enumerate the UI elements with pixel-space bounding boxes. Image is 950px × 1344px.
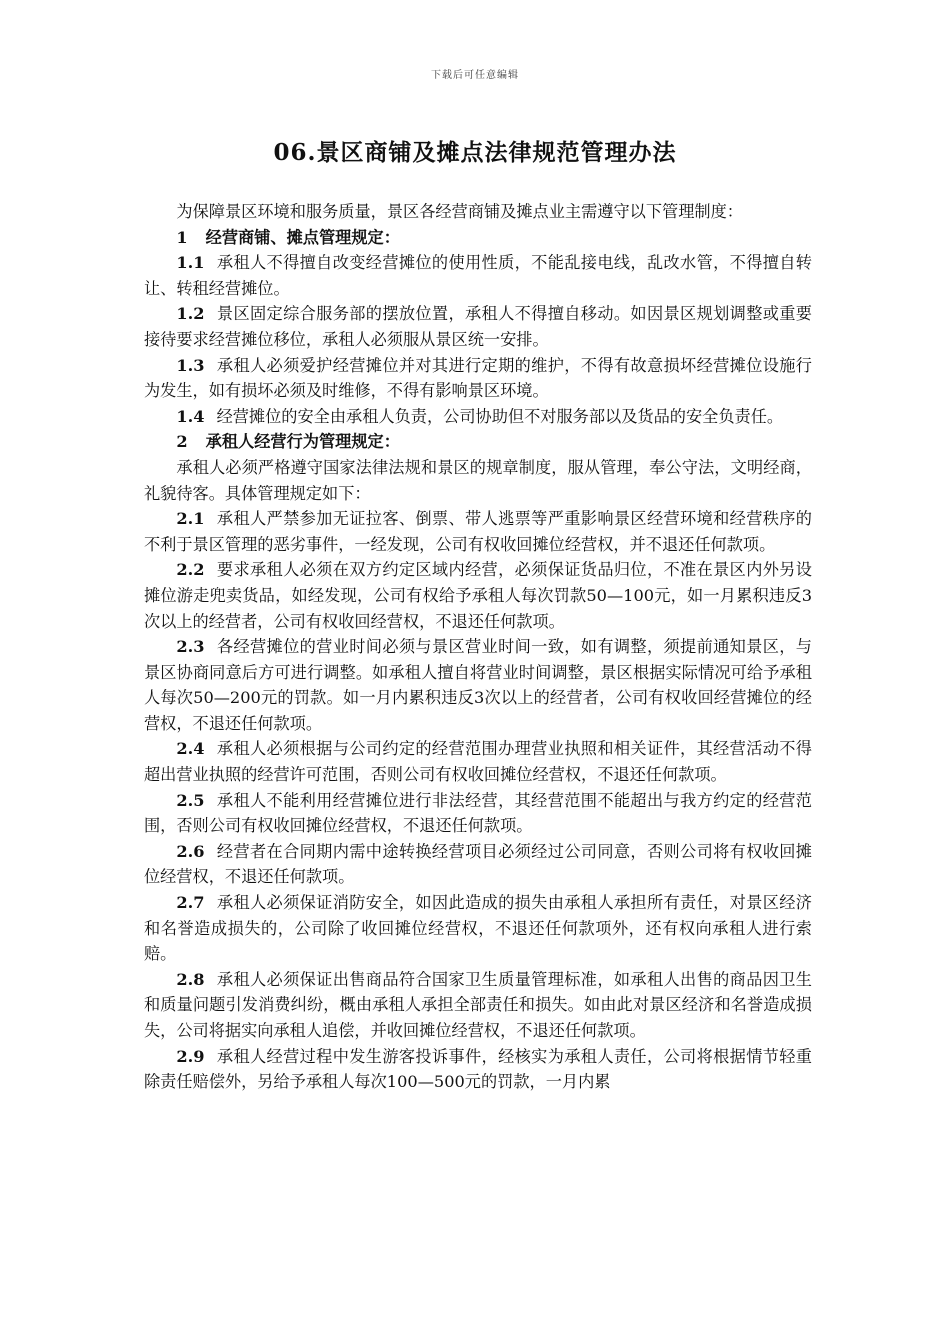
clause-number: 1.2 — [176, 304, 205, 324]
section-number: 1 — [176, 227, 188, 247]
clause-text: 各经营摊位的营业时间必须与景区营业时间一致，如有调整，须提前通知景区，与景区协商同意后方可进行调整。如承租人擅自将营业时间调整，景区根据实际情况可给予承租人每次50—200元的罚款。如一月内累积违反3次以上的经营者，公司有权收回经营摊位的经营权，不退还任何款项。 — [144, 637, 812, 733]
clause-number: 2.6 — [176, 841, 205, 861]
clause-2-3 — [144, 634, 812, 736]
clause-2-1 — [144, 506, 812, 557]
clause-text: 承租人不得擅自改变经营摊位的使用性质，不能乱接电线，乱改水管，不得擅自转让、转租经营摊位。 — [144, 253, 812, 298]
header-note: 下载后可任意编辑 — [431, 70, 519, 81]
clause-number: 2.8 — [176, 969, 205, 989]
section-heading-1 — [144, 225, 812, 251]
document-title: 06.景区商铺及摊点法律规范管理办法 — [273, 139, 677, 166]
clause-1-3 — [144, 353, 812, 404]
clause-text: 承租人必须保证出售商品符合国家卫生质量管理标准，如承租人出售的商品因卫生和质量问题引发消费纠纷，概由承租人承担全部责任和损失。如由此对景区经济和名誉造成损失，公司将据实向承租人追偿，并收回摊位经营权，不退还任何款项。 — [144, 969, 812, 1040]
clause-text: 要求承租人必须在双方约定区域内经营，必须保证货品归位，不准在景区内外另设摊位游走兜卖货品，如经发现，公司有权给予承租人每次罚款50—100元，如一月累积违反3次以上的经营者，公司有权收回经营权，不退还任何款项。 — [144, 560, 812, 631]
clause-text: 承租人不能利用经营摊位进行非法经营，其经营范围不能超出与我方约定的经营范围，否则公司有权收回摊位经营权，不退还任何款项。 — [144, 790, 812, 836]
clause-2-5 — [144, 788, 812, 839]
clause-number: 1.1 — [176, 253, 205, 273]
section-heading-2 — [144, 429, 812, 455]
clause-2-4 — [144, 736, 812, 787]
clause-1-2 — [144, 301, 812, 352]
clause-number: 2.9 — [176, 1046, 205, 1066]
clause-2-9 — [144, 1044, 812, 1095]
clause-text: 承租人必须爱护经营摊位并对其进行定期的维护，不得有故意损坏经营摊位设施行为发生，如有损坏必须及时维修，不得有影响景区环境。 — [144, 355, 812, 401]
clause-number: 2.1 — [176, 509, 205, 529]
clause-number: 2.7 — [176, 893, 205, 913]
section-heading-text: 经营商铺、摊点管理规定： — [205, 227, 400, 247]
clause-number: 2.4 — [176, 739, 205, 759]
clause-2-2 — [144, 557, 812, 634]
clause-number: 2.2 — [176, 560, 205, 580]
clause-2-7 — [144, 890, 812, 967]
clause-text: 承租人必须根据与公司约定的经营范围办理营业执照和相关证件，其经营活动不得超出营业执照的经营许可范围，否则公司有权收回摊位经营权，不退还任何款项。 — [144, 739, 812, 785]
clause-2-6 — [144, 839, 812, 890]
document-body — [144, 199, 812, 1095]
clause-number: 2.3 — [176, 637, 205, 657]
section-number: 2 — [176, 432, 188, 452]
clause-text: 承租人必须保证消防安全，如因此造成的损失由承租人承担所有责任，对景区经济和名誉造成损失的，公司除了收回摊位经营权，不退还任何款项外，还有权向承租人进行索赔。 — [144, 893, 812, 964]
clause-text: 承租人经营过程中发生游客投诉事件，经核实为承租人责任，公司将根据情节轻重除责任赔偿外，另给予承租人每次100—500元的罚款，一月内累 — [144, 1046, 812, 1092]
clause-number: 1.4 — [176, 406, 205, 426]
clause-1-1 — [144, 250, 812, 301]
section-heading-text: 承租人经营行为管理规定： — [205, 432, 400, 452]
intro-paragraph: 为保障景区环境和服务质量，景区各经营商铺及摊点业主需遵守以下管理制度： — [176, 202, 743, 221]
clause-number: 2.5 — [176, 790, 205, 810]
clause-text: 景区固定综合服务部的摆放位置，承租人不得擅自移动。如因景区规划调整或重要接待要求经营摊位移位，承租人必须服从景区统一安排。 — [144, 304, 812, 349]
clause-1-4 — [144, 404, 812, 430]
section-2-intro: 承租人必须严格遵守国家法律法规和景区的规章制度，服从管理，奉公守法，文明经商，礼貌待客。具体管理规定如下： — [144, 457, 812, 503]
clause-2-8 — [144, 967, 812, 1044]
clause-number: 1.3 — [176, 355, 205, 375]
clause-text: 经营摊位的安全由承租人负责，公司协助但不对服务部以及货品的安全负责任。 — [216, 406, 784, 426]
clause-text: 承租人严禁参加无证拉客、倒票、带人逃票等严重影响景区经营环境和经营秩序的不利于景区管理的恶劣事件，一经发现，公司有权收回摊位经营权，并不退还任何款项。 — [144, 509, 812, 554]
clause-text: 经营者在合同期内需中途转换经营项目必须经过公司同意，否则公司将有权收回摊位经营权，不退还任何款项。 — [144, 841, 812, 887]
